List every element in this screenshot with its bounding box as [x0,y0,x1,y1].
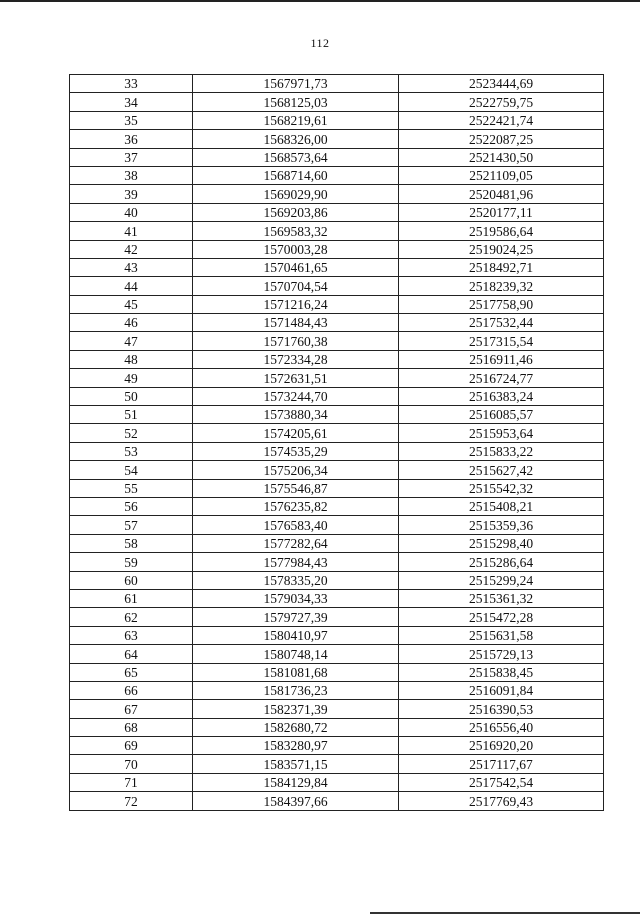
point-number-cell: 39 [70,185,193,203]
point-number-cell: 37 [70,148,193,166]
table-row [70,608,604,626]
x-coordinate-cell: 1568219,61 [193,111,399,129]
table-row [70,424,604,442]
x-coordinate-cell: 1570704,54 [193,277,399,295]
point-number-cell: 72 [70,792,193,810]
y-coordinate-cell: 2516091,84 [399,681,604,699]
x-coordinate-cell: 1567971,73 [193,75,399,93]
table-row [70,295,604,313]
point-number-cell: 55 [70,479,193,497]
y-coordinate-cell: 2515361,32 [399,589,604,607]
table-row [70,792,604,810]
point-number-cell: 52 [70,424,193,442]
table-row [70,240,604,258]
x-coordinate-cell: 1574535,29 [193,442,399,460]
x-coordinate-cell: 1571216,24 [193,295,399,313]
x-coordinate-cell: 1577282,64 [193,534,399,552]
table-row [70,718,604,736]
table-row [70,442,604,460]
x-coordinate-cell: 1575546,87 [193,479,399,497]
y-coordinate-cell: 2522421,74 [399,111,604,129]
y-coordinate-cell: 2517542,54 [399,773,604,791]
point-number-cell: 60 [70,571,193,589]
table-row [70,553,604,571]
y-coordinate-cell: 2515298,40 [399,534,604,552]
table-row [70,130,604,148]
y-coordinate-cell: 2518239,32 [399,277,604,295]
y-coordinate-cell: 2516920,20 [399,737,604,755]
x-coordinate-cell: 1578335,20 [193,571,399,589]
x-coordinate-cell: 1568326,00 [193,130,399,148]
table-row [70,589,604,607]
point-number-cell: 46 [70,314,193,332]
table-row [70,663,604,681]
y-coordinate-cell: 2515953,64 [399,424,604,442]
point-number-cell: 65 [70,663,193,681]
point-number-cell: 71 [70,773,193,791]
y-coordinate-cell: 2521430,50 [399,148,604,166]
x-coordinate-cell: 1574205,61 [193,424,399,442]
point-number-cell: 35 [70,111,193,129]
point-number-cell: 41 [70,222,193,240]
table-row [70,350,604,368]
y-coordinate-cell: 2516556,40 [399,718,604,736]
x-coordinate-cell: 1575206,34 [193,461,399,479]
bottom-edge-rule [370,912,640,914]
x-coordinate-cell: 1571760,38 [193,332,399,350]
y-coordinate-cell: 2517315,54 [399,332,604,350]
y-coordinate-cell: 2515833,22 [399,442,604,460]
point-number-cell: 59 [70,553,193,571]
y-coordinate-cell: 2515729,13 [399,645,604,663]
y-coordinate-cell: 2519024,25 [399,240,604,258]
x-coordinate-cell: 1582680,72 [193,718,399,736]
y-coordinate-cell: 2517769,43 [399,792,604,810]
point-number-cell: 57 [70,516,193,534]
table-row [70,258,604,276]
x-coordinate-cell: 1583280,97 [193,737,399,755]
table-row [70,406,604,424]
x-coordinate-cell: 1569203,86 [193,203,399,221]
x-coordinate-cell: 1576583,40 [193,516,399,534]
x-coordinate-cell: 1580748,14 [193,645,399,663]
page-top-edge [0,0,640,2]
point-number-cell: 66 [70,681,193,699]
x-coordinate-cell: 1579727,39 [193,608,399,626]
y-coordinate-cell: 2520177,11 [399,203,604,221]
table-row [70,93,604,111]
y-coordinate-cell: 2516390,53 [399,700,604,718]
table-row [70,185,604,203]
table-row [70,681,604,699]
y-coordinate-cell: 2516724,77 [399,369,604,387]
table-row [70,497,604,515]
table-row [70,369,604,387]
table-row [70,332,604,350]
x-coordinate-cell: 1583571,15 [193,755,399,773]
table-row [70,461,604,479]
table-row [70,534,604,552]
x-coordinate-cell: 1573244,70 [193,387,399,405]
x-coordinate-cell: 1570461,65 [193,258,399,276]
point-number-cell: 69 [70,737,193,755]
y-coordinate-cell: 2515838,45 [399,663,604,681]
point-number-cell: 38 [70,166,193,184]
point-number-cell: 43 [70,258,193,276]
y-coordinate-cell: 2515627,42 [399,461,604,479]
x-coordinate-cell: 1568125,03 [193,93,399,111]
point-number-cell: 54 [70,461,193,479]
table-row [70,111,604,129]
point-number-cell: 49 [70,369,193,387]
table-row [70,387,604,405]
table-row [70,75,604,93]
x-coordinate-cell: 1581736,23 [193,681,399,699]
y-coordinate-cell: 2515359,36 [399,516,604,534]
y-coordinate-cell: 2516383,24 [399,387,604,405]
table-row [70,626,604,644]
y-coordinate-cell: 2519586,64 [399,222,604,240]
x-coordinate-cell: 1570003,28 [193,240,399,258]
table-row [70,203,604,221]
table-row [70,737,604,755]
x-coordinate-cell: 1579034,33 [193,589,399,607]
y-coordinate-cell: 2521109,05 [399,166,604,184]
point-number-cell: 67 [70,700,193,718]
y-coordinate-cell: 2515542,32 [399,479,604,497]
y-coordinate-cell: 2515472,28 [399,608,604,626]
page-number: 112 [310,36,330,50]
table-row [70,277,604,295]
y-coordinate-cell: 2517532,44 [399,314,604,332]
y-coordinate-cell: 2515408,21 [399,497,604,515]
point-number-cell: 58 [70,534,193,552]
y-coordinate-cell: 2518492,71 [399,258,604,276]
point-number-cell: 61 [70,589,193,607]
table-row [70,166,604,184]
y-coordinate-cell: 2522087,25 [399,130,604,148]
point-number-cell: 63 [70,626,193,644]
point-number-cell: 64 [70,645,193,663]
y-coordinate-cell: 2523444,69 [399,75,604,93]
x-coordinate-cell: 1571484,43 [193,314,399,332]
x-coordinate-cell: 1576235,82 [193,497,399,515]
table-row [70,571,604,589]
x-coordinate-cell: 1572334,28 [193,350,399,368]
y-coordinate-cell: 2516911,46 [399,350,604,368]
point-number-cell: 42 [70,240,193,258]
table-row [70,222,604,240]
point-number-cell: 70 [70,755,193,773]
x-coordinate-cell: 1577984,43 [193,553,399,571]
y-coordinate-cell: 2520481,96 [399,185,604,203]
x-coordinate-cell: 1573880,34 [193,406,399,424]
point-number-cell: 47 [70,332,193,350]
point-number-cell: 45 [70,295,193,313]
coordinates-table [69,74,604,811]
point-number-cell: 50 [70,387,193,405]
table-row [70,645,604,663]
x-coordinate-cell: 1584129,84 [193,773,399,791]
y-coordinate-cell: 2515286,64 [399,553,604,571]
point-number-cell: 40 [70,203,193,221]
point-number-cell: 48 [70,350,193,368]
x-coordinate-cell: 1568573,64 [193,148,399,166]
point-number-cell: 62 [70,608,193,626]
point-number-cell: 51 [70,406,193,424]
table-row [70,516,604,534]
table-row [70,773,604,791]
x-coordinate-cell: 1582371,39 [193,700,399,718]
x-coordinate-cell: 1584397,66 [193,792,399,810]
point-number-cell: 56 [70,497,193,515]
y-coordinate-cell: 2517758,90 [399,295,604,313]
x-coordinate-cell: 1568714,60 [193,166,399,184]
x-coordinate-cell: 1569029,90 [193,185,399,203]
y-coordinate-cell: 2515299,24 [399,571,604,589]
point-number-cell: 68 [70,718,193,736]
point-number-cell: 36 [70,130,193,148]
table-row [70,479,604,497]
point-number-cell: 44 [70,277,193,295]
y-coordinate-cell: 2517117,67 [399,755,604,773]
point-number-cell: 33 [70,75,193,93]
coordinates-table-body [70,75,604,811]
table-row [70,755,604,773]
x-coordinate-cell: 1581081,68 [193,663,399,681]
table-row [70,148,604,166]
y-coordinate-cell: 2515631,58 [399,626,604,644]
y-coordinate-cell: 2522759,75 [399,93,604,111]
point-number-cell: 34 [70,93,193,111]
x-coordinate-cell: 1569583,32 [193,222,399,240]
y-coordinate-cell: 2516085,57 [399,406,604,424]
point-number-cell: 53 [70,442,193,460]
table-row [70,700,604,718]
x-coordinate-cell: 1580410,97 [193,626,399,644]
table-row [70,314,604,332]
x-coordinate-cell: 1572631,51 [193,369,399,387]
